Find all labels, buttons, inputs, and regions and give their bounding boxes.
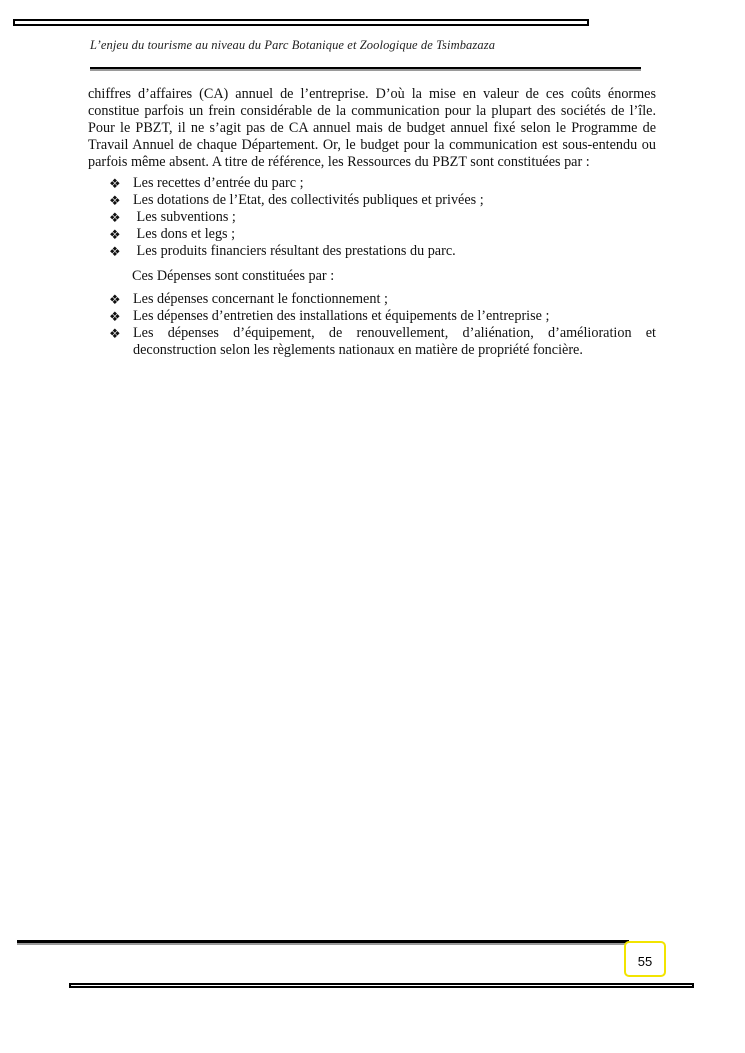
list-item-text: Les dépenses d’entretien des installations et équipements de l’entreprise ; bbox=[133, 308, 550, 324]
diamond-bullet-icon: ❖ bbox=[109, 176, 121, 191]
list-item-text: Les recettes d’entrée du parc ; bbox=[133, 175, 304, 191]
list-item-text: Les produits financiers résultant des prestations du parc. bbox=[133, 243, 456, 259]
depenses-intro: Ces Dépenses sont constituées par : bbox=[132, 268, 335, 284]
footer-frame bbox=[69, 983, 694, 988]
resources-list bbox=[88, 175, 656, 260]
depenses-list bbox=[88, 291, 656, 359]
list-item bbox=[88, 209, 656, 226]
list-item bbox=[88, 291, 656, 308]
diamond-bullet-icon: ❖ bbox=[109, 292, 121, 307]
diamond-bullet-icon: ❖ bbox=[109, 326, 121, 341]
list-item-text: Les dépenses concernant le fonctionnement ; bbox=[133, 291, 388, 307]
list-item bbox=[88, 192, 656, 209]
running-header-title: L’enjeu du tourisme au niveau du Parc Botanique et Zoologique de Tsimbazaza bbox=[90, 38, 496, 52]
list-item-text: Les dotations de l’Etat, des collectivités publiques et privées ; bbox=[133, 192, 484, 208]
page-number: 55 bbox=[637, 954, 653, 969]
list-item-text: Les dons et legs ; bbox=[133, 226, 236, 242]
diamond-bullet-icon: ❖ bbox=[109, 193, 121, 208]
page-content bbox=[88, 86, 656, 359]
list-item-text: Les subventions ; bbox=[133, 209, 236, 225]
list-item-text: Les dépenses d’équipement, de renouvellement, d’aliénation, d’amélioration et deconstruction selon les règlements nationaux en matière de propriété foncière. bbox=[133, 325, 656, 358]
list-item bbox=[88, 226, 656, 243]
diamond-bullet-icon: ❖ bbox=[109, 227, 121, 242]
diamond-bullet-icon: ❖ bbox=[109, 244, 121, 259]
list-item bbox=[88, 308, 656, 325]
diamond-bullet-icon: ❖ bbox=[109, 309, 121, 324]
footer-rule bbox=[17, 940, 629, 943]
header-rule bbox=[90, 67, 641, 69]
list-item bbox=[88, 243, 656, 260]
body-paragraph: chiffres d’affaires (CA) annuel de l’entreprise. D’où la mise en valeur de ces coûts énormes constitue parfois un frein considérable de la communication pour la plupart des sociétés de l’île. Pour le PBZT, il ne s’agit pas de CA annuel mais de budget annuel fixé selon le Programme de Travail Annuel de chaque Département. Or, le budget pour la communication est sous-entendu ou parfois même absent. A titre de référence, les Ressources du PBZT sont constituées par : bbox=[88, 86, 656, 170]
header-frame bbox=[13, 19, 589, 26]
list-item bbox=[88, 325, 656, 359]
diamond-bullet-icon: ❖ bbox=[109, 210, 121, 225]
page-number-box bbox=[624, 941, 666, 977]
list-item bbox=[88, 175, 656, 192]
